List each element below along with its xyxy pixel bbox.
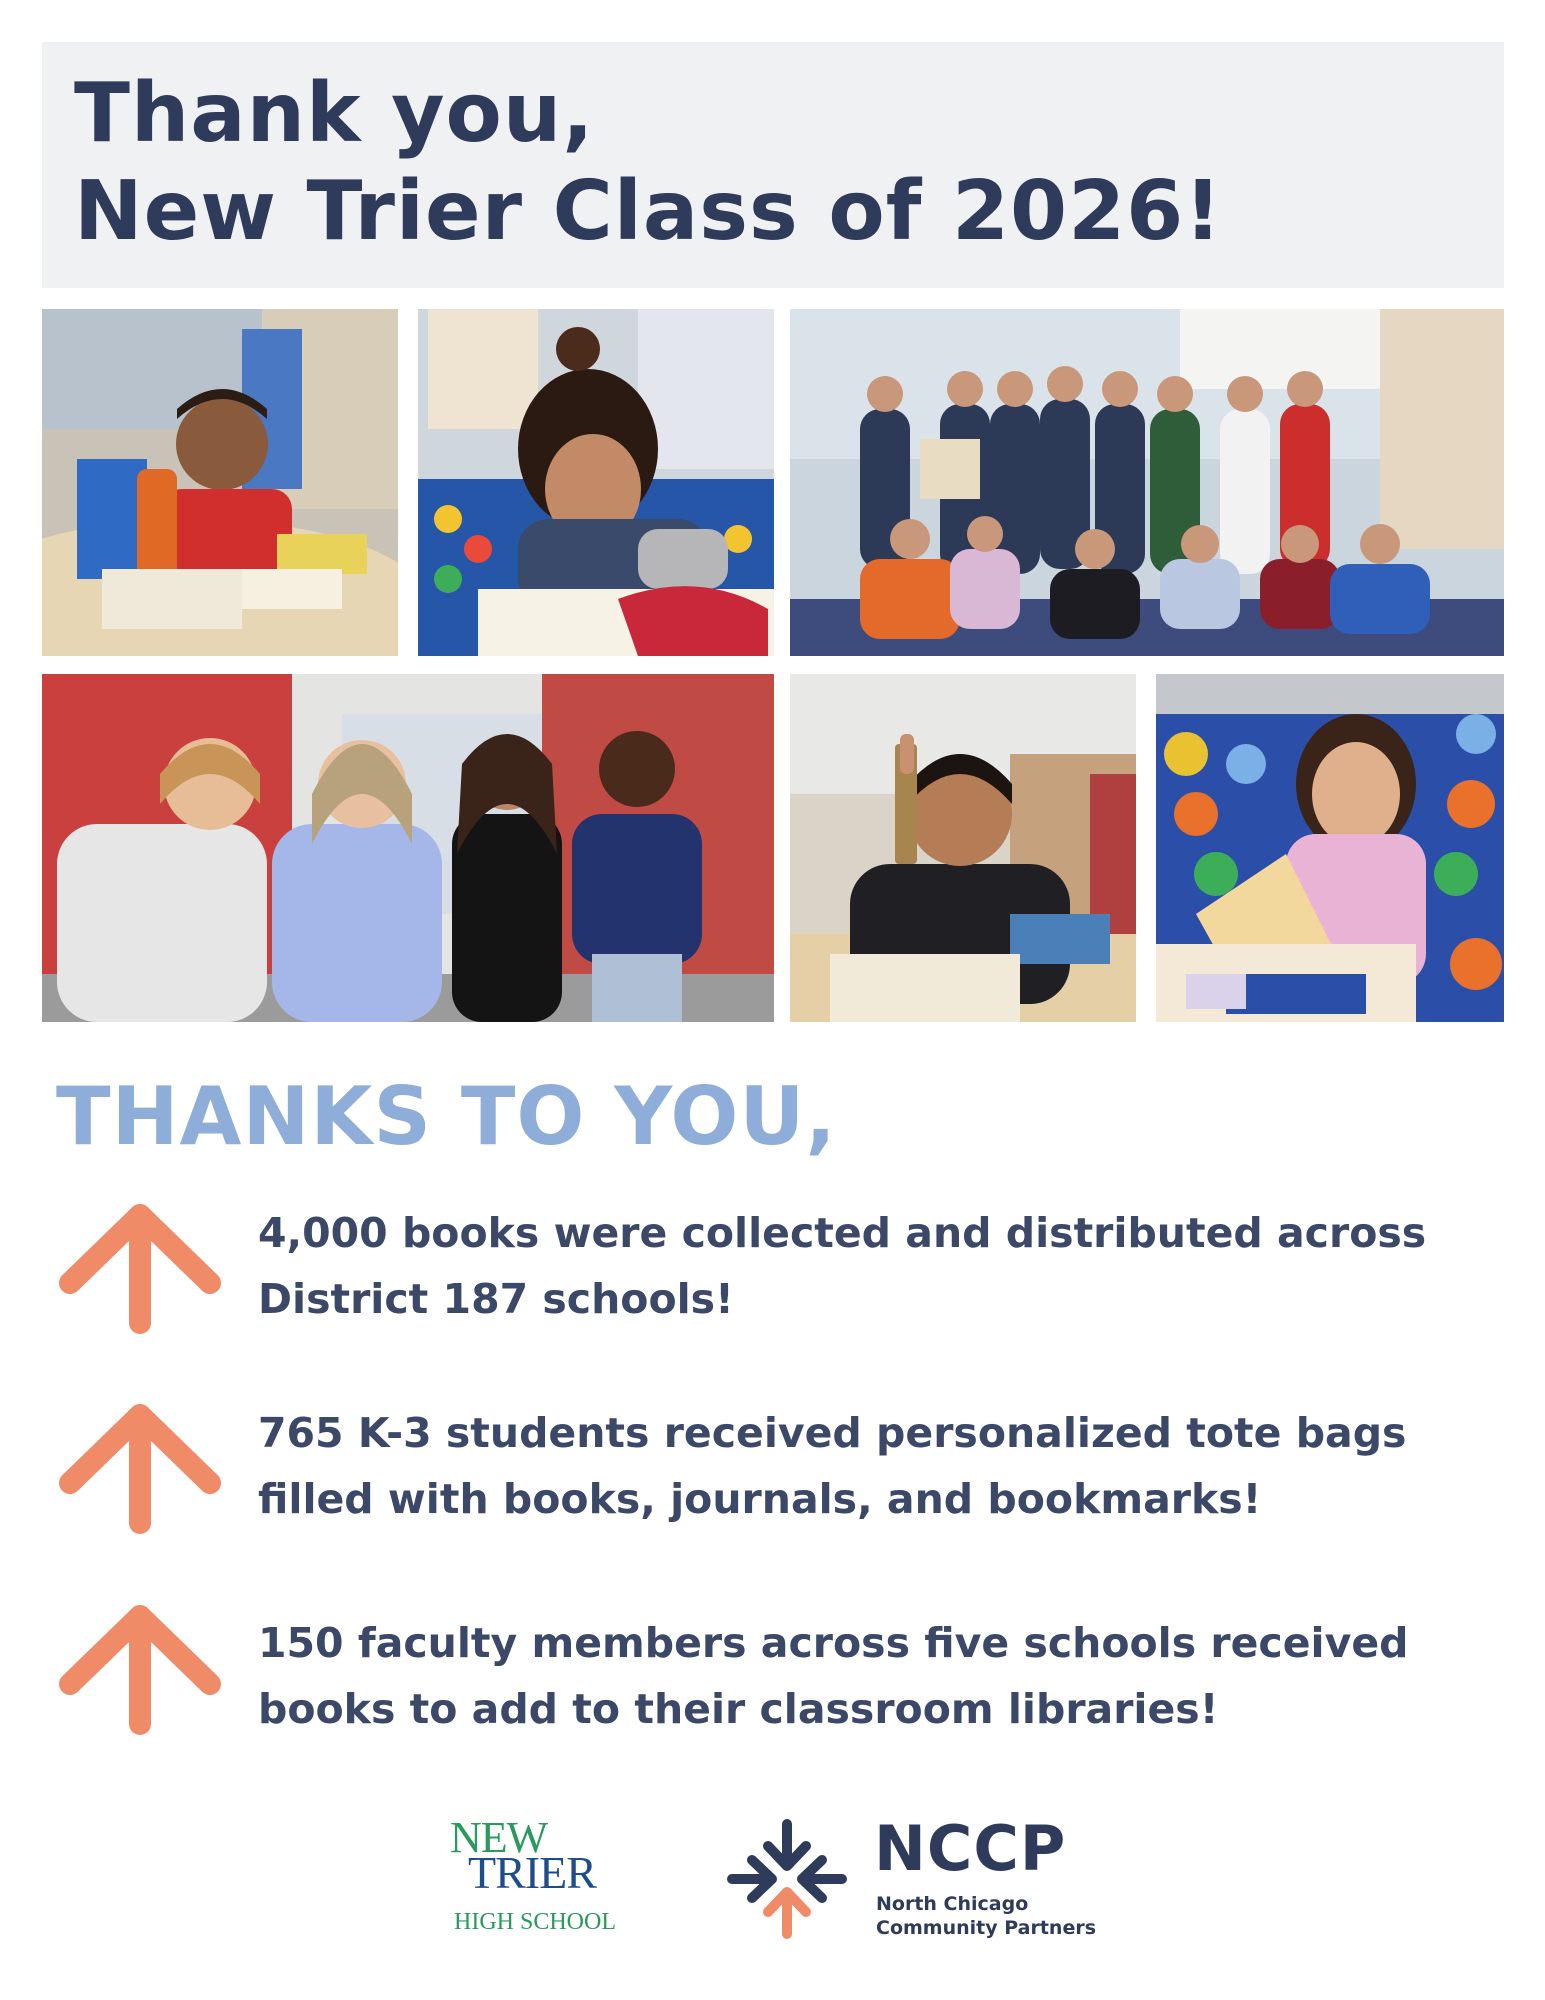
new-trier-logo [440, 1812, 640, 1942]
impact-item-books [258, 1200, 1498, 1332]
impact-item-tote-bags [258, 1400, 1498, 1532]
arrow-up-icon [58, 1602, 224, 1736]
photo-volunteers-hallway [42, 674, 774, 1022]
arrow-up-icon [58, 1201, 224, 1335]
photo-boy-with-books [42, 309, 398, 656]
nccp-logo-mark-icon [726, 1818, 848, 1940]
photo-girl-reading [418, 309, 774, 656]
nccp-logo-title: NCCP [874, 1812, 1067, 1885]
new-trier-logo-new: NEW [450, 1813, 548, 1862]
impact-item-text-line: 765 K-3 students received personalized tote bags [258, 1409, 1407, 1457]
page-title-line1: Thank you, [74, 66, 595, 161]
impact-item-text-line: filled with books, journals, and bookmarks! [258, 1475, 1262, 1523]
impact-item-text-line: 4,000 books were collected and distributed across [258, 1209, 1427, 1257]
impact-item-faculty [258, 1610, 1498, 1742]
photo-girl-opening-book [1156, 674, 1504, 1022]
new-trier-logo-high-school: HIGH SCHOOL [454, 1909, 616, 1935]
impact-item-text-line: books to add to their classroom libraries! [258, 1685, 1219, 1733]
impact-item-text-line: 150 faculty members across five schools received [258, 1619, 1409, 1667]
impact-heading: THANKS TO YOU, [56, 1070, 837, 1163]
photo-boy-bookmark [790, 674, 1136, 1022]
impact-item-text-line: District 187 schools! [258, 1275, 734, 1323]
new-trier-logo-trier: TRIER [468, 1847, 596, 1898]
arrow-up-icon [58, 1401, 224, 1535]
nccp-logo-subtitle-line2: Community Partners [876, 1917, 1097, 1939]
photo-group-classroom [790, 309, 1504, 656]
page-title-line2: New Trier Class of 2026! [74, 164, 1223, 259]
nccp-logo-subtitle-line1: North Chicago [876, 1893, 1029, 1915]
